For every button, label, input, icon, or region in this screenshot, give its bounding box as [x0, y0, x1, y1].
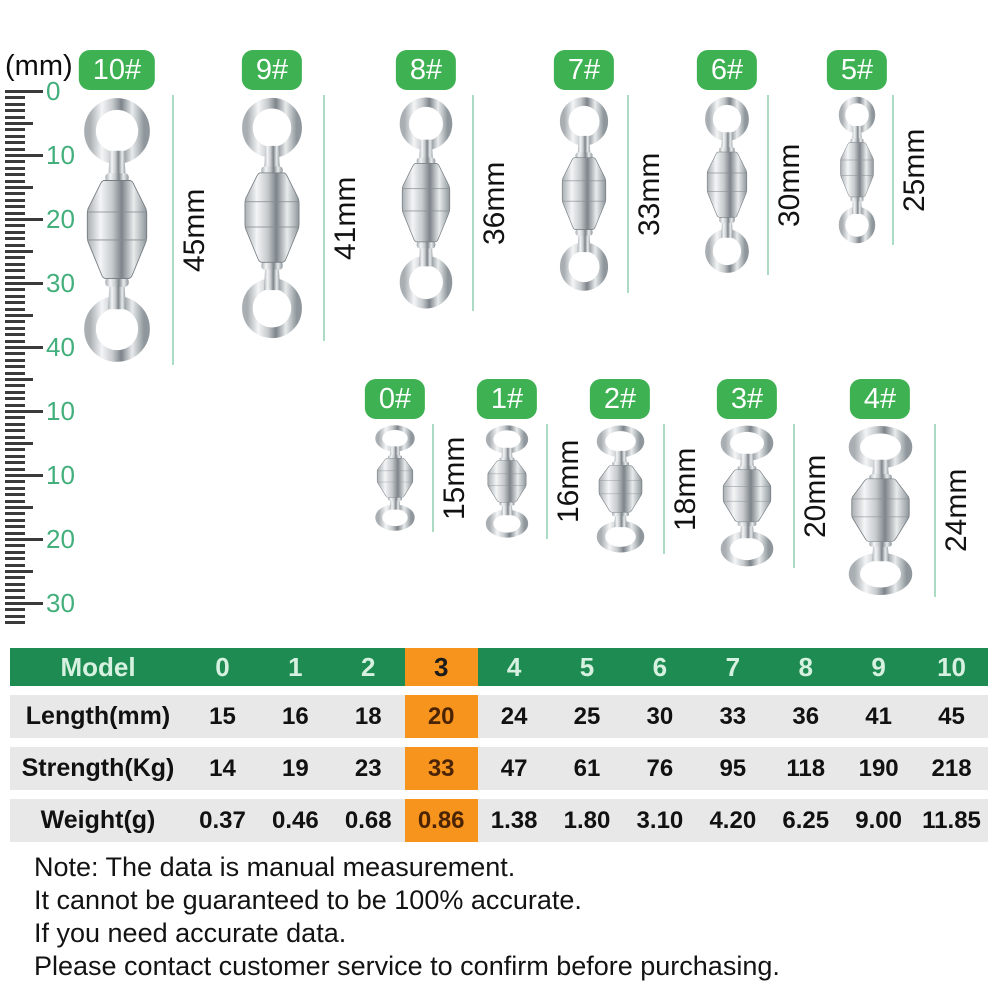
ruler-tick [5, 288, 25, 291]
table-cell: 16 [259, 695, 332, 738]
table-cell: 0.46 [259, 799, 332, 842]
ruler-tick [5, 557, 25, 560]
ruler-tick [5, 205, 25, 208]
size-label: 36mm [478, 161, 511, 245]
measure-line [472, 95, 474, 311]
measure-line [432, 424, 434, 532]
ruler-tick [5, 128, 25, 131]
ruler-tick [5, 314, 33, 317]
table-row-label: Weight(g) [10, 799, 186, 842]
size-label: 16mm [552, 439, 585, 524]
ruler-tick [5, 455, 25, 458]
table-cell: 218 [915, 747, 988, 790]
ruler-label: 40 [46, 332, 75, 362]
swivel-image [697, 95, 757, 275]
table-cell: 36 [769, 695, 842, 738]
ruler-tick [5, 346, 43, 349]
swivel-image [837, 424, 924, 597]
ruler-tick [5, 308, 25, 311]
ruler-tick [5, 442, 33, 445]
table-cell: 95 [696, 747, 769, 790]
ruler-tick [5, 538, 43, 541]
table-cell: 41 [842, 695, 915, 738]
ruler-tick [5, 276, 25, 279]
table-cell: 14 [186, 747, 259, 790]
measure-line [767, 95, 769, 275]
ruler-tick [5, 436, 25, 439]
table-cell: 25 [551, 695, 624, 738]
measure-line [323, 95, 325, 341]
ruler-tick [5, 90, 43, 93]
ruler-tick [5, 365, 25, 368]
table-cell: 4.20 [696, 799, 769, 842]
ruler-label: 30 [46, 268, 75, 298]
ruler-tick [5, 448, 25, 451]
ruler-tick [5, 474, 43, 477]
ruler-tick [5, 621, 25, 624]
table-header-cell: 8 [769, 648, 842, 686]
table-cell: 1.80 [551, 799, 624, 842]
spec-table [10, 648, 988, 842]
ruler-tick [5, 589, 25, 592]
measure-line [546, 424, 548, 539]
ruler-tick [5, 263, 25, 266]
table-cell: 0.68 [332, 799, 405, 842]
size-badge: 1# [477, 379, 537, 419]
ruler-label: 0 [46, 76, 61, 106]
ruler-tick [5, 256, 25, 259]
unit-label: (mm) [5, 50, 73, 82]
ruler-tick [5, 602, 43, 605]
ruler-tick [5, 544, 25, 547]
ruler-tick [5, 519, 25, 522]
table-header-cell: 7 [696, 648, 769, 686]
table-cell: 18 [332, 695, 405, 738]
ruler-tick [5, 532, 25, 535]
size-label: 20mm [799, 454, 832, 538]
ruler-tick [5, 384, 25, 387]
table-header-cell: 2 [332, 648, 405, 686]
measure-line [663, 424, 665, 554]
ruler-tick [5, 192, 25, 195]
notes [34, 851, 780, 983]
ruler-tick [5, 269, 25, 272]
table-header-cell: 10 [915, 648, 988, 686]
table-cell: 20 [405, 695, 478, 738]
table-cell: 76 [623, 747, 696, 790]
size-label: 25mm [898, 128, 931, 212]
ruler-tick [5, 333, 25, 336]
ruler-tick [5, 141, 25, 144]
swivel-image [390, 95, 462, 311]
ruler-tick [5, 160, 25, 163]
note-line: If you need accurate data. [34, 918, 347, 948]
ruler-tick [5, 154, 43, 157]
table-header-model: Model [10, 648, 186, 686]
table-header-cell: 3 [405, 648, 478, 686]
ruler-tick [5, 340, 25, 343]
ruler-tick [5, 224, 25, 227]
ruler-tick [5, 148, 25, 151]
ruler-tick [5, 608, 25, 611]
ruler-tick [5, 525, 25, 528]
table-cell: 11.85 [915, 799, 988, 842]
ruler-tick [5, 461, 25, 464]
table-cell: 3.10 [623, 799, 696, 842]
ruler-label: 20 [46, 204, 75, 234]
note-line: Note: The data is manual measurement. [34, 852, 516, 882]
ruler-tick [5, 199, 25, 202]
swivel-image [368, 424, 422, 532]
size-label: 18mm [668, 447, 702, 531]
ruler-tick [5, 212, 25, 215]
ruler-tick [5, 244, 25, 247]
ruler-tick [5, 186, 33, 189]
ruler-tick [5, 391, 25, 394]
measure-line [627, 95, 629, 293]
size-label: 45mm [178, 188, 211, 272]
size-badge: 9# [242, 50, 302, 90]
ruler-tick [5, 301, 25, 304]
swivel-image [231, 95, 313, 341]
ruler-tick [5, 237, 25, 240]
table-cell: 19 [259, 747, 332, 790]
ruler-tick [5, 372, 25, 375]
table-header-cell: 0 [186, 648, 259, 686]
ruler-tick [5, 167, 25, 170]
size-badge: 6# [697, 50, 757, 90]
size-badge: 5# [827, 50, 887, 90]
table-row-label: Length(mm) [10, 695, 186, 738]
note-line: It cannot be guaranteed to be 100% accurate. [34, 885, 582, 915]
table-cell: 9.00 [842, 799, 915, 842]
size-badge: 4# [850, 379, 910, 419]
ruler-label: 10 [46, 396, 75, 426]
ruler-tick [5, 173, 25, 176]
swivel-image [711, 424, 783, 568]
note-line: Please contact customer service to confirm before purchasing. [34, 951, 780, 981]
ruler-tick [5, 327, 25, 330]
ruler-tick [5, 122, 33, 125]
measure-line [793, 424, 795, 568]
ruler-tick [5, 103, 25, 106]
ruler-tick [5, 410, 43, 413]
table-cell: 15 [186, 695, 259, 738]
ruler-tick [5, 109, 25, 112]
table-header-cell: 9 [842, 648, 915, 686]
table-cell: 45 [915, 695, 988, 738]
measure-line [172, 95, 174, 365]
ruler-tick [5, 282, 43, 285]
ruler-tick [5, 231, 25, 234]
ruler-tick [5, 250, 33, 253]
size-label: 24mm [939, 468, 973, 553]
table-row-label: Strength(Kg) [10, 747, 186, 790]
table-header-cell: 5 [551, 648, 624, 686]
ruler-tick [5, 596, 25, 599]
ruler-tick [5, 404, 25, 407]
ruler-tick [5, 359, 25, 362]
ruler-tick [5, 500, 25, 503]
ruler-tick [5, 218, 43, 221]
swivel-image [72, 95, 162, 365]
table-cell: 23 [332, 747, 405, 790]
table-header-cell: 6 [623, 648, 696, 686]
size-badge: 7# [554, 50, 614, 90]
ruler-tick [5, 416, 25, 419]
size-badge: 0# [365, 379, 425, 419]
table-cell: 33 [405, 747, 478, 790]
ruler-tick [5, 116, 25, 119]
ruler-label: 10 [46, 140, 75, 170]
swivel-image [832, 95, 882, 245]
table-cell: 6.25 [769, 799, 842, 842]
table-cell: 24 [478, 695, 551, 738]
size-badge: 3# [717, 379, 777, 419]
measure-line [892, 95, 894, 245]
ruler-tick [5, 295, 25, 298]
ruler-label: 10 [46, 460, 75, 490]
swivel-image [478, 424, 536, 539]
size-badge: 8# [396, 50, 456, 90]
table-cell: 1.38 [478, 799, 551, 842]
size-label: 15mm [438, 436, 471, 520]
table-cell: 30 [623, 695, 696, 738]
ruler-tick [5, 180, 25, 183]
ruler-tick [5, 429, 25, 432]
ruler-label: 30 [46, 588, 75, 618]
ruler-label: 20 [46, 524, 75, 554]
ruler-tick [5, 352, 25, 355]
size-badge: 10# [79, 50, 155, 90]
ruler-tick [5, 570, 33, 573]
ruler-tick [5, 480, 25, 483]
ruler-tick [5, 615, 25, 618]
size-label: 33mm [633, 152, 666, 236]
ruler-tick [5, 493, 25, 496]
ruler-tick [5, 397, 25, 400]
ruler-tick [5, 487, 25, 490]
table-cell: 61 [551, 747, 624, 790]
ruler-tick [5, 378, 33, 381]
table-cell: 0.86 [405, 799, 478, 842]
measure-line [934, 424, 936, 597]
ruler-tick [5, 576, 25, 579]
ruler-tick [5, 564, 25, 567]
ruler-tick [5, 135, 25, 138]
table-cell: 118 [769, 747, 842, 790]
ruler-tick [5, 96, 25, 99]
ruler-tick [5, 506, 33, 509]
table-cell: 33 [696, 695, 769, 738]
swivel-image [588, 424, 653, 554]
ruler-tick [5, 512, 25, 515]
ruler-tick [5, 583, 25, 586]
table-cell: 190 [842, 747, 915, 790]
size-label: 30mm [773, 143, 806, 227]
swivel-image [551, 95, 617, 293]
table-header-cell: 1 [259, 648, 332, 686]
table-cell: 47 [478, 747, 551, 790]
table-cell: 0.37 [186, 799, 259, 842]
ruler-tick [5, 551, 25, 554]
ruler-tick [5, 468, 25, 471]
ruler-tick [5, 423, 25, 426]
size-label: 41mm [329, 176, 362, 260]
table-header-cell: 4 [478, 648, 551, 686]
ruler-tick [5, 320, 25, 323]
size-badge: 2# [590, 379, 650, 419]
